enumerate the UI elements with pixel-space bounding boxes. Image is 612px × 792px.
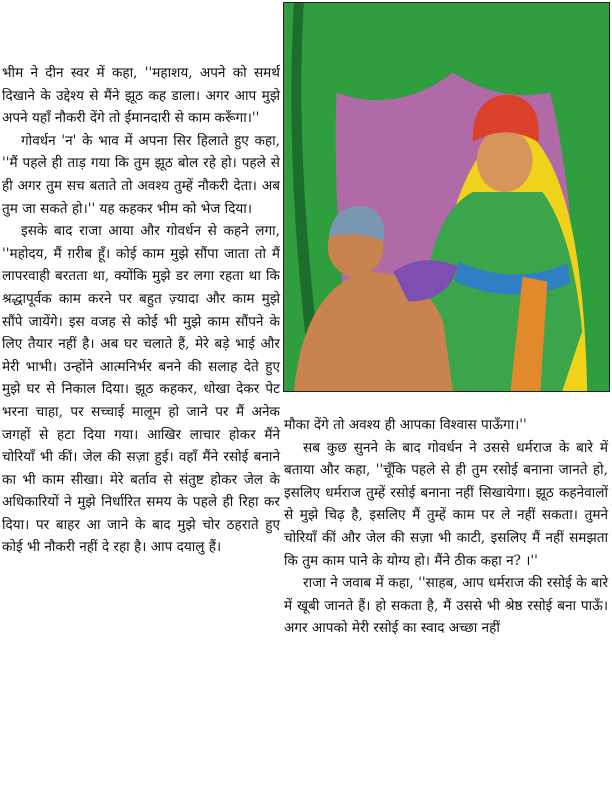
paragraph: मौका देंगे तो अवश्य ही आपका विश्वास पाऊँगा।'' [284,417,527,433]
seated-man-face [477,128,533,192]
paragraph: भीम ने दीन स्वर में कहा, ''महाशय, अपने को समर्थ दिखाने के उद्देश्य से मैंने झूठ कह डाला। अगर आप मुझे अपने यहाँ नौकरी देंगे तो ईमानदारी से काम करूँगा।'' [2,65,280,127]
illustration-scene [284,3,609,391]
right-text-column [284,414,608,640]
paragraph: गोवर्धन 'न' के भाव में अपना सिर हिलाते हुए कहा, ''मैं पहले ही ताड़ गया कि तुम झूठ बोल रहे हो। पहले से ही अगर तुम सच बताते तो अवश्य तुम्हें नौकरी देता। अब तुम जा सकते हो।'' यह कहकर भीम को भेज दिया। [2,132,280,217]
story-illustration [283,2,610,392]
paragraph: सब कुछ सुनने के बाद गोवर्धन ने उससे धर्मराज के बारे में बताया और कहा, ''चूँकि पहले से ही तुम रसोई बनाना जानते हो, इसलिए धर्मराज तुम्हें रसोई बनाना नहीं सिखायेगा। झूठ कहनेवालों से मुझे चिढ़ है, इसलिए मैं तुम्हें काम पर ले नहीं सकता। तुमने चोरियाँ कीं और जेल की सज़ा भी काटी, इसलिए मैं नहीं समझता कि तुम काम पाने के योग्य हो। मैंने ठीक कहा न? ।'' [284,439,608,569]
left-text-column [2,62,280,559]
paragraph: इसके बाद राजा आया और गोवर्धन से कहने लगा, ''महोदय, मैं ग़रीब हूँ। कोई काम मुझे सौंपा जाता तो मैं लापरवाही बरतता था, क्योंकि मुझे डर लगा रहता था कि श्रद्धापूर्वक काम करने पर बहुत ज़्यादा और काम मुझे सौंपे जायेंगे। इस वजह से कोई भी मुझे काम सौंपने के लिए तैयार नहीं है। अब घर चलाते हैं, मेरे बड़े भाई और मेरी भाभी। उन्होंने आत्मनिर्भर बनने की सलाह देते हुए मुझे घर से निकाल दिया। झूठ कहकर, धोखा देकर पेट भरना चाहा, पर सच्चाई मालूम हो जाने पर मैं अनेक जगहों से हटा दिया गया। आखिर लाचार होकर मैंने चोरियाँ भी कीं। जेल की सज़ा हुई। वहाँ मैंने रसोई बनाने का भी काम सीखा। मेरे बर्ताव से संतुष्ट होकर जेल के अधिकारियों ने मुझे निर्धारित समय के पहले ही रिहा कर दिया। पर बाहर आ जाने के बाद मुझे चोर ठहराते हुए कोई भी नौकरी नहीं दे रहा है। आप दयालु हैं। [2,223,280,556]
paragraph: राजा ने जवाब में कहा, ''साहब, आप धर्मराज की रसोई के बारे में खूबी जानते हैं। हो सकता है, मैं उससे भी श्रेष्ठ रसोई बना पाऊँ। अगर आपको मेरी रसोई का स्वाद अच्छा नहीं [284,575,608,637]
